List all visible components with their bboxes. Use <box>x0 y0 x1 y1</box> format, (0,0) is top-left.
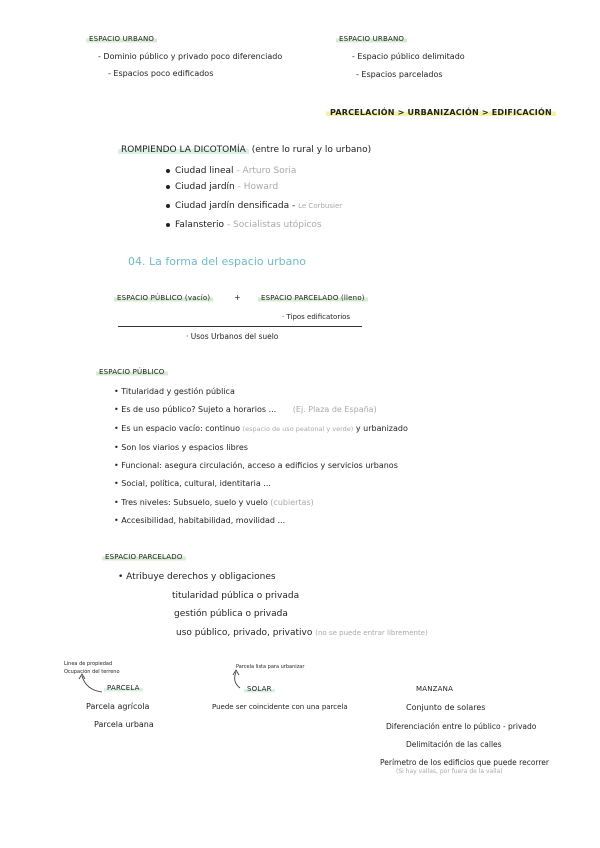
parcela-item: Parcela urbana <box>94 720 154 729</box>
dichotomy-item-label: Falansterio <box>175 220 225 230</box>
dichotomy-item-label: Ciudad jardín <box>175 182 235 192</box>
parcela-item: Parcela agrícola <box>86 702 150 711</box>
formula-note-right: · Tipos edificatorios <box>282 313 351 321</box>
dichotomy-item-4 <box>166 221 322 230</box>
dichotomy-subtitle: (entre lo rural y lo urbano) <box>251 145 372 155</box>
public-space-item: • Son los viarios y espacios libres <box>114 443 248 452</box>
dichotomy-title: ROMPIENDO LA DICOTOMÍA <box>118 145 249 155</box>
public-space-item: • Social, política, cultural, identitaria ... <box>114 479 271 488</box>
parceled-aside: (no se puede entrar libremente) <box>315 629 428 637</box>
dichotomy-item-label: Ciudad lineal <box>175 166 234 176</box>
arrow-left-icon <box>76 672 106 694</box>
parceled-item <box>176 629 428 638</box>
note-left-2: Ocupación del terreno <box>64 669 120 675</box>
solar-title: SOLAR <box>244 686 275 693</box>
dichotomy-item-2 <box>166 183 278 192</box>
top-left-title: ESPACIO URBANO <box>86 36 157 43</box>
parceled-item: titularidad pública o privada <box>172 591 300 601</box>
public-space-item-tail: y urbanizado <box>355 424 408 433</box>
dichotomy-item-author: - Howard <box>237 182 279 192</box>
top-right-title: ESPACIO URBANO <box>336 36 407 43</box>
formula-right: ESPACIO PARCELADO (lleno) <box>258 295 368 302</box>
top-left-item-1: - Dominio público y privado poco diferenciado <box>98 52 283 61</box>
public-space-item: • Accesibilidad, habitabilidad, movilidad ... <box>114 516 286 525</box>
note-left-1: Linea de propiedad <box>64 661 113 667</box>
manzana-item: Conjunto de solares <box>406 703 486 712</box>
parceled-item: gestión pública o privada <box>174 609 288 619</box>
manzana-item: Delimitación de las calles <box>406 740 502 749</box>
parcela-title: PARCELA <box>104 685 143 692</box>
sequence-banner: PARCELACIÓN > URBANIZACIÓN > EDIFICACIÓN <box>326 109 556 117</box>
public-space-item-aside: (Ej. Plaza de España) <box>292 405 377 414</box>
public-space-item <box>114 406 377 414</box>
public-space-item-text: • Es un espacio vacío: continuo <box>114 424 240 433</box>
solar-item: Puede ser coincidente con una parcela <box>212 703 348 711</box>
note-mid: Parcela lista para urbanizar <box>236 664 305 670</box>
dichotomy-item-label: Ciudad jardín densificada - <box>175 201 296 211</box>
dichotomy-item-author: - Socialistas utópicos <box>226 220 322 230</box>
formula-left: ESPACIO PÚBLICO (vacío) <box>114 295 213 302</box>
public-space-title: ESPACIO PÚBLICO <box>96 369 168 376</box>
section-heading: 04. La forma del espacio urbano <box>128 255 307 268</box>
public-space-item <box>114 425 408 433</box>
dichotomy-item-author: Le Corbusier <box>298 202 343 210</box>
top-left-item-2: - Espacios poco edificados <box>108 69 214 78</box>
dichotomy-heading <box>118 146 371 155</box>
public-space-item-aside: (espacio de uso peatonal y verde) <box>242 425 354 433</box>
formula-divider <box>118 326 362 327</box>
dichotomy-item-1 <box>166 167 296 176</box>
parceled-lead: • Atribuye derechos y obligaciones <box>118 572 276 582</box>
public-space-item: • Titularidad y gestión pública <box>114 387 235 396</box>
dichotomy-item-author: - Arturo Soria <box>236 166 297 176</box>
parceled-item-text: uso público, privado, privativo <box>176 628 313 638</box>
public-space-item-text: • Es de uso público? Sujeto a horarios ... <box>114 405 277 414</box>
formula-note-bottom: · Usos Urbanos del suelo <box>186 332 279 341</box>
manzana-item: Diferenciación entre lo público - privado <box>386 722 537 731</box>
public-space-item-aside: (cubiertas) <box>270 498 314 507</box>
manzana-title: MANZANA <box>416 685 454 693</box>
public-space-item <box>114 499 314 507</box>
dichotomy-item-3 <box>166 202 342 211</box>
public-space-item: • Funcional: asegura circulación, acceso a edificios y servicios urbanos <box>114 461 398 470</box>
formula-plus: + <box>234 293 241 302</box>
parceled-title: ESPACIO PARCELADO <box>102 554 186 561</box>
manzana-item: Perímetro de los edificios que puede recorrer <box>380 758 549 767</box>
top-right-item-2: - Espacios parcelados <box>356 70 443 79</box>
top-right-item-1: - Espacio público delimitado <box>352 52 465 61</box>
public-space-item-text: • Tres niveles: Subsuelo, suelo y vuelo <box>114 498 268 507</box>
manzana-note: (Si hay vallas, por fuera de la valla) <box>396 768 503 775</box>
